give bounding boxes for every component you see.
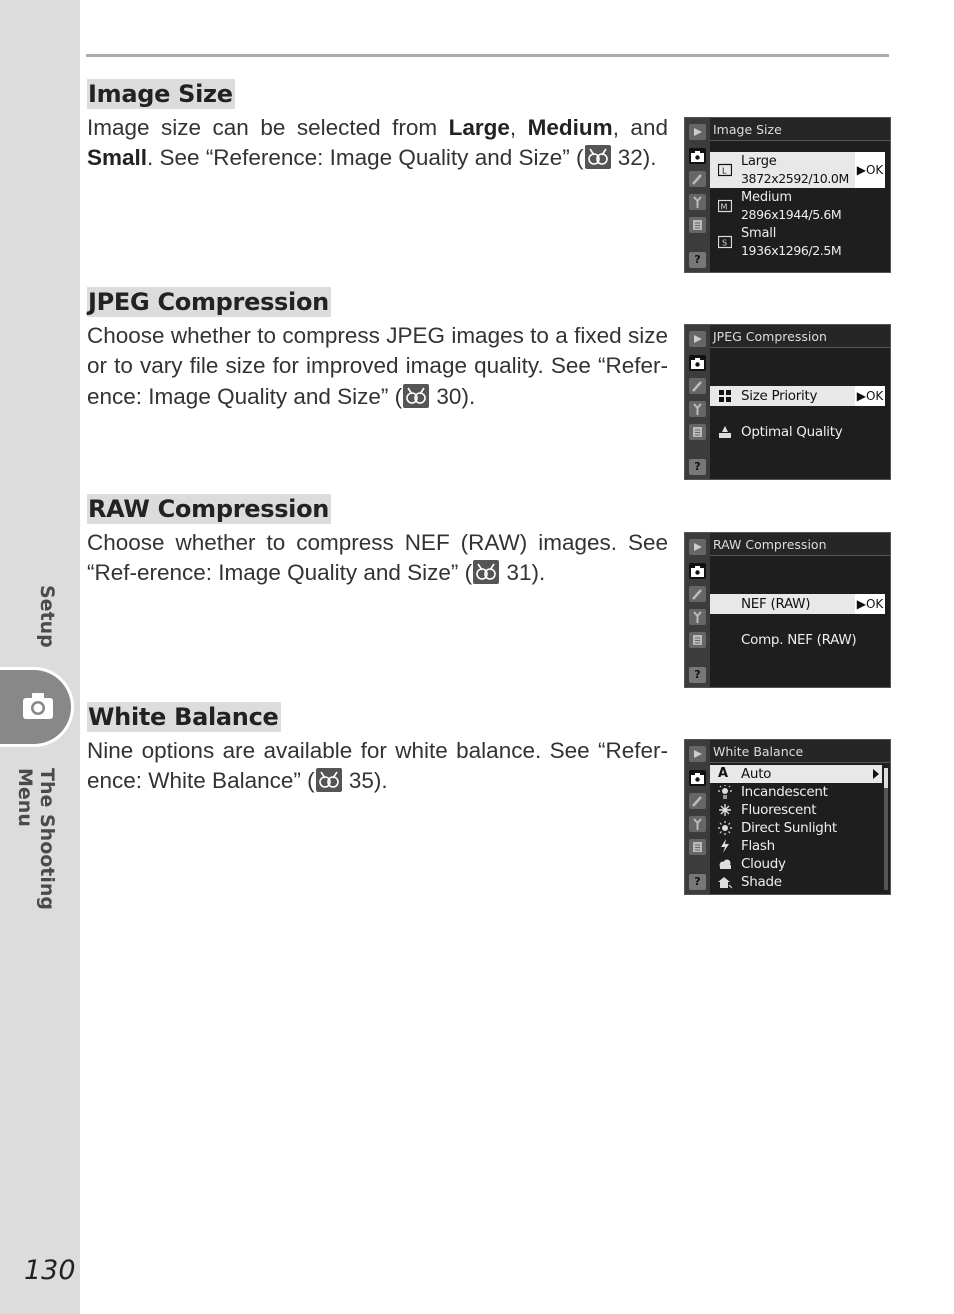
help-icon[interactable]: ?	[689, 667, 706, 683]
page-number: 130	[24, 1255, 76, 1286]
wb-option-shade[interactable]: Shade	[710, 873, 882, 891]
menu-tab-column	[685, 118, 710, 272]
setup-menu-icon	[689, 609, 706, 625]
menu-option-optimal-quality[interactable]: Optimal Quality	[710, 422, 885, 442]
help-icon[interactable]: ?	[689, 252, 706, 268]
camera-screen-image-size	[684, 117, 891, 273]
size-priority-icon	[718, 389, 732, 403]
page-reference-icon	[316, 768, 342, 792]
camera-icon	[22, 692, 54, 720]
wb-option-cloudy[interactable]: Cloudy	[710, 855, 882, 873]
optimal-quality-icon	[718, 425, 732, 439]
section-raw-compression	[87, 494, 892, 688]
camera-screen-jpeg-compression	[684, 324, 891, 480]
menu-tab-column	[685, 533, 710, 687]
section-title: Image Size	[88, 80, 233, 108]
page-reference-icon	[585, 145, 611, 169]
custom-settings-icon	[689, 586, 706, 602]
ok-indicator: ▶OK	[855, 386, 885, 406]
setup-menu-icon	[689, 194, 706, 210]
shooting-menu-icon	[689, 770, 706, 786]
incandescent-icon	[718, 785, 732, 799]
playback-menu-icon	[689, 124, 706, 140]
section-title: RAW Compression	[88, 495, 330, 523]
svg-text:S: S	[722, 238, 728, 248]
screen-title: RAW Compression	[710, 533, 890, 556]
playback-menu-icon	[689, 539, 706, 555]
section-title: JPEG Compression	[88, 288, 329, 316]
screen-title: Image Size	[710, 118, 890, 141]
shade-icon	[718, 875, 732, 889]
scrollbar[interactable]	[884, 768, 888, 890]
retouch-menu-icon	[689, 839, 706, 855]
wb-option-incandescent[interactable]: Incandescent	[710, 783, 882, 801]
top-divider	[86, 54, 889, 57]
custom-settings-icon	[689, 378, 706, 394]
section-body: Choose whether to compress JPEG images to a fixed size or to vary file size for improved image quality. See “Refer-ence: Image Quality and Size” ( 30).	[87, 323, 668, 409]
svg-text:M: M	[720, 202, 728, 212]
playback-menu-icon	[689, 746, 706, 762]
section-white-balance	[87, 702, 892, 896]
wb-auto-icon: A	[718, 766, 729, 781]
svg-text:L: L	[722, 166, 727, 176]
section-body: Choose whether to compress NEF (RAW) images. See “Ref-erence: Image Quality and Size” ( 31).	[87, 530, 668, 586]
shooting-menu-icon	[689, 148, 706, 164]
camera-screen-raw-compression	[684, 532, 891, 688]
retouch-menu-icon	[689, 632, 706, 648]
section-jpeg-compression	[87, 287, 892, 481]
size-medium-icon	[718, 199, 732, 213]
page-reference-link[interactable]: 31	[506, 560, 532, 586]
section-body: Nine options are available for white balance. See “Refer-ence: White Balance” ( 35).	[87, 738, 668, 794]
retouch-menu-icon	[689, 424, 706, 440]
shooting-menu-icon	[689, 563, 706, 579]
setup-menu-icon	[689, 401, 706, 417]
page-reference-icon	[473, 560, 499, 584]
screen-title: White Balance	[710, 740, 890, 763]
section-image-size	[87, 79, 892, 273]
help-icon[interactable]: ?	[689, 874, 706, 890]
flash-icon	[718, 839, 732, 853]
menu-option-nef-raw[interactable]: NEF (RAW) ▶OK	[710, 594, 885, 614]
menu-option-comp-nef-raw[interactable]: Comp. NEF (RAW)	[741, 632, 857, 648]
menu-tab-column	[685, 740, 710, 894]
chevron-right-icon	[872, 768, 880, 780]
page-reference-link[interactable]: 30	[436, 383, 462, 409]
page-reference-icon	[403, 384, 429, 408]
size-large-icon	[718, 163, 732, 177]
camera-screen-white-balance	[684, 739, 891, 895]
retouch-menu-icon	[689, 217, 706, 233]
shooting-menu-icon	[689, 355, 706, 371]
scrollbar-thumb[interactable]	[884, 768, 888, 788]
menu-option-medium[interactable]: M Medium 2896x1944/5.6M	[710, 188, 885, 224]
sun-icon	[718, 821, 732, 835]
screen-title: JPEG Compression	[710, 325, 890, 348]
menu-option-large[interactable]: L Large 3872x2592/10.0M ▶OK	[710, 152, 885, 188]
help-icon[interactable]: ?	[689, 459, 706, 475]
fluorescent-icon	[718, 803, 732, 817]
wb-option-flash[interactable]: Flash	[710, 837, 882, 855]
page-reference-link[interactable]: 32	[617, 145, 643, 171]
menu-tab-column	[685, 325, 710, 479]
menu-option-small[interactable]: S Small 1936x1296/2.5M	[710, 224, 885, 260]
chapter-sidebar	[0, 0, 80, 1314]
setup-menu-icon	[689, 816, 706, 832]
custom-settings-icon	[689, 171, 706, 187]
section-title: White Balance	[88, 703, 279, 731]
chapter-tab-shooting-menu[interactable]: The Shooting Menu	[14, 768, 58, 911]
playback-menu-icon	[689, 331, 706, 347]
size-small-icon	[718, 235, 732, 249]
wb-option-direct-sunlight[interactable]: Direct Sunlight	[710, 819, 882, 837]
menu-option-size-priority[interactable]: Size Priority ▶OK	[710, 386, 885, 406]
section-body: Image size can be selected from Large, Medium, and Small. See “Reference: Image Quality and Size” ( 32).	[87, 115, 668, 171]
cloud-icon	[718, 857, 732, 871]
chapter-tab-setup[interactable]: Setup	[36, 585, 58, 648]
wb-option-auto[interactable]: A Auto	[710, 765, 882, 783]
ok-indicator: ▶OK	[855, 152, 885, 188]
wb-option-fluorescent[interactable]: Fluorescent	[710, 801, 882, 819]
page-reference-link[interactable]: 35	[348, 768, 374, 794]
chapter-tab-shooting-active[interactable]	[0, 667, 74, 747]
custom-settings-icon	[689, 793, 706, 809]
ok-indicator: ▶OK	[855, 594, 885, 614]
